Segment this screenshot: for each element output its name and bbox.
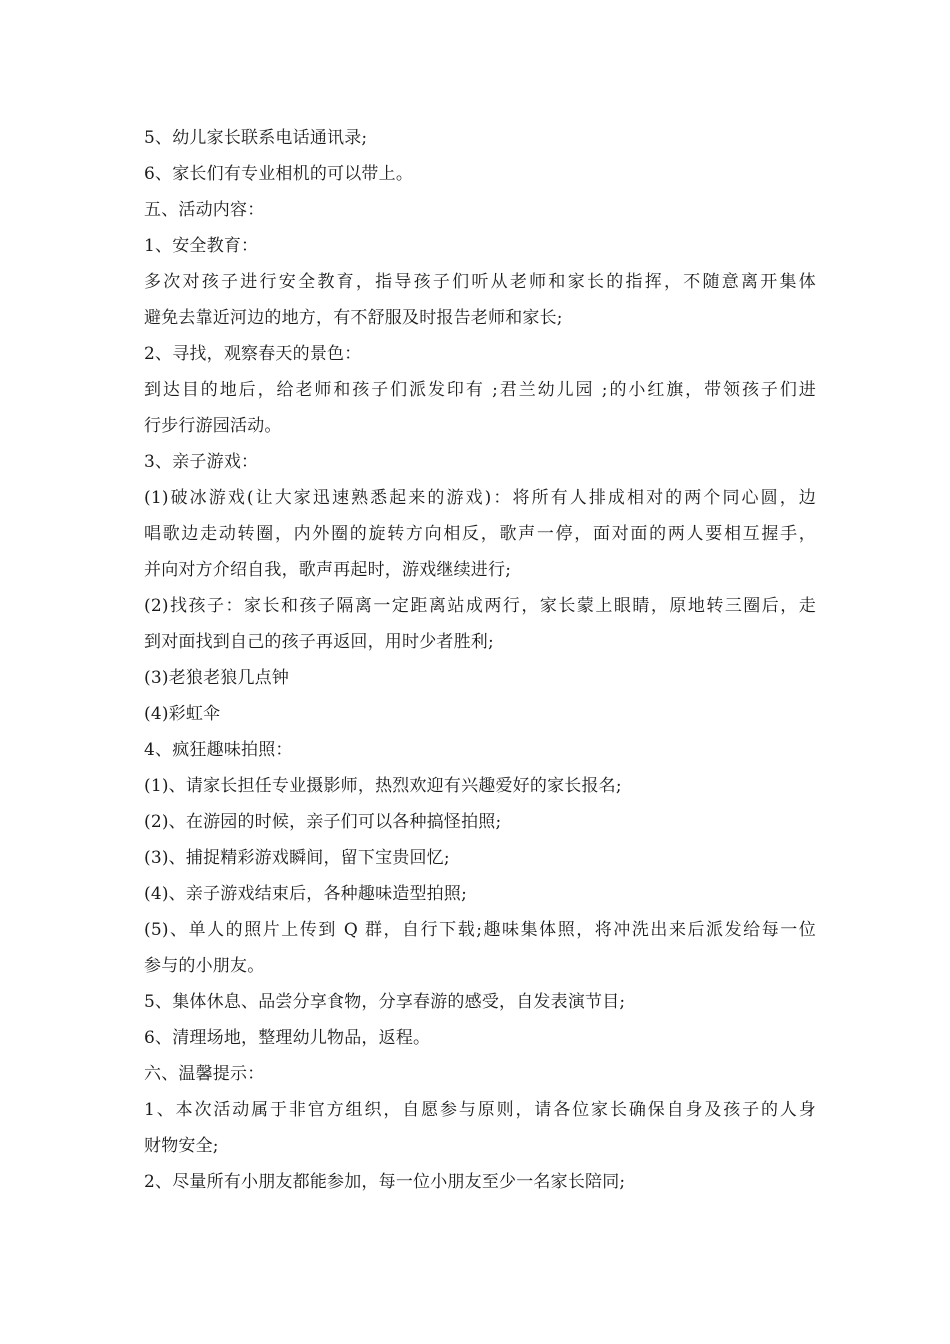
text-line: 多次对孩子进行安全教育，指导孩子们听从老师和家长的指挥，不随意离开集体 [144, 272, 816, 292]
text-line: (2)、在游园的时候，亲子们可以各种搞怪拍照; [144, 812, 502, 832]
text-line: 3、亲子游戏： [144, 452, 259, 472]
text-line: 2、尽量所有小朋友都能参加，每一位小朋友至少一名家长陪同; [144, 1172, 626, 1192]
text-line: 到达目的地后，给老师和孩子们派发印有 ;君兰幼儿园 ;的小红旗，带领孩子们进 [144, 380, 816, 400]
text-line: 六、温馨提示： [144, 1064, 265, 1084]
text-line: 唱歌边走动转圈，内外圈的旋转方向相反，歌声一停，面对面的两人要相互握手， [144, 524, 816, 544]
text-line: 避免去靠近河边的地方，有不舒服及时报告老师和家长; [144, 308, 563, 328]
text-line: 1、安全教育： [144, 236, 259, 256]
text-line: (4)彩虹伞 [144, 704, 221, 724]
text-line: 行步行游园活动。 [144, 416, 282, 436]
text-line: 参与的小朋友。 [144, 956, 265, 976]
text-line: 财物安全; [144, 1136, 219, 1156]
text-line: (5)、单人的照片上传到 Q 群，自行下载;趣味集体照，将冲洗出来后派发给每一位 [144, 920, 816, 940]
text-line: 6、清理场地，整理幼儿物品，返程。 [144, 1028, 431, 1048]
text-line: 2、寻找，观察春天的景色： [144, 344, 362, 364]
text-line: 到对面找到自己的孩子再返回，用时少者胜利; [144, 632, 494, 652]
text-line: 1、本次活动属于非官方组织，自愿参与原则，请各位家长确保自身及孩子的人身 [144, 1100, 816, 1120]
text-line: (3)老狼老狼几点钟 [144, 668, 290, 688]
text-line: (2)找孩子：家长和孩子隔离一定距离站成两行，家长蒙上眼睛，原地转三圈后，走 [144, 596, 816, 616]
text-line: 五、活动内容： [144, 200, 265, 220]
text-line: 5、幼儿家长联系电话通讯录; [144, 128, 368, 148]
text-line: 6、家长们有专业相机的可以带上。 [144, 164, 414, 184]
text-line: (1)、请家长担任专业摄影师，热烈欢迎有兴趣爱好的家长报名; [144, 776, 622, 796]
text-line: (4)、亲子游戏结束后，各种趣味造型拍照; [144, 884, 468, 904]
text-line: 4、疯狂趣味拍照： [144, 740, 293, 760]
text-line: 并向对方介绍自我，歌声再起时，游戏继续进行; [144, 560, 512, 580]
text-line: (3)、捕捉精彩游戏瞬间，留下宝贵回忆; [144, 848, 450, 868]
text-line: 5、集体休息、品尝分享食物，分享春游的感受，自发表演节目; [144, 992, 626, 1012]
text-line: (1)破冰游戏(让大家迅速熟悉起来的游戏)：将所有人排成相对的两个同心圆，边 [144, 488, 816, 508]
document-body [144, 120, 816, 1200]
